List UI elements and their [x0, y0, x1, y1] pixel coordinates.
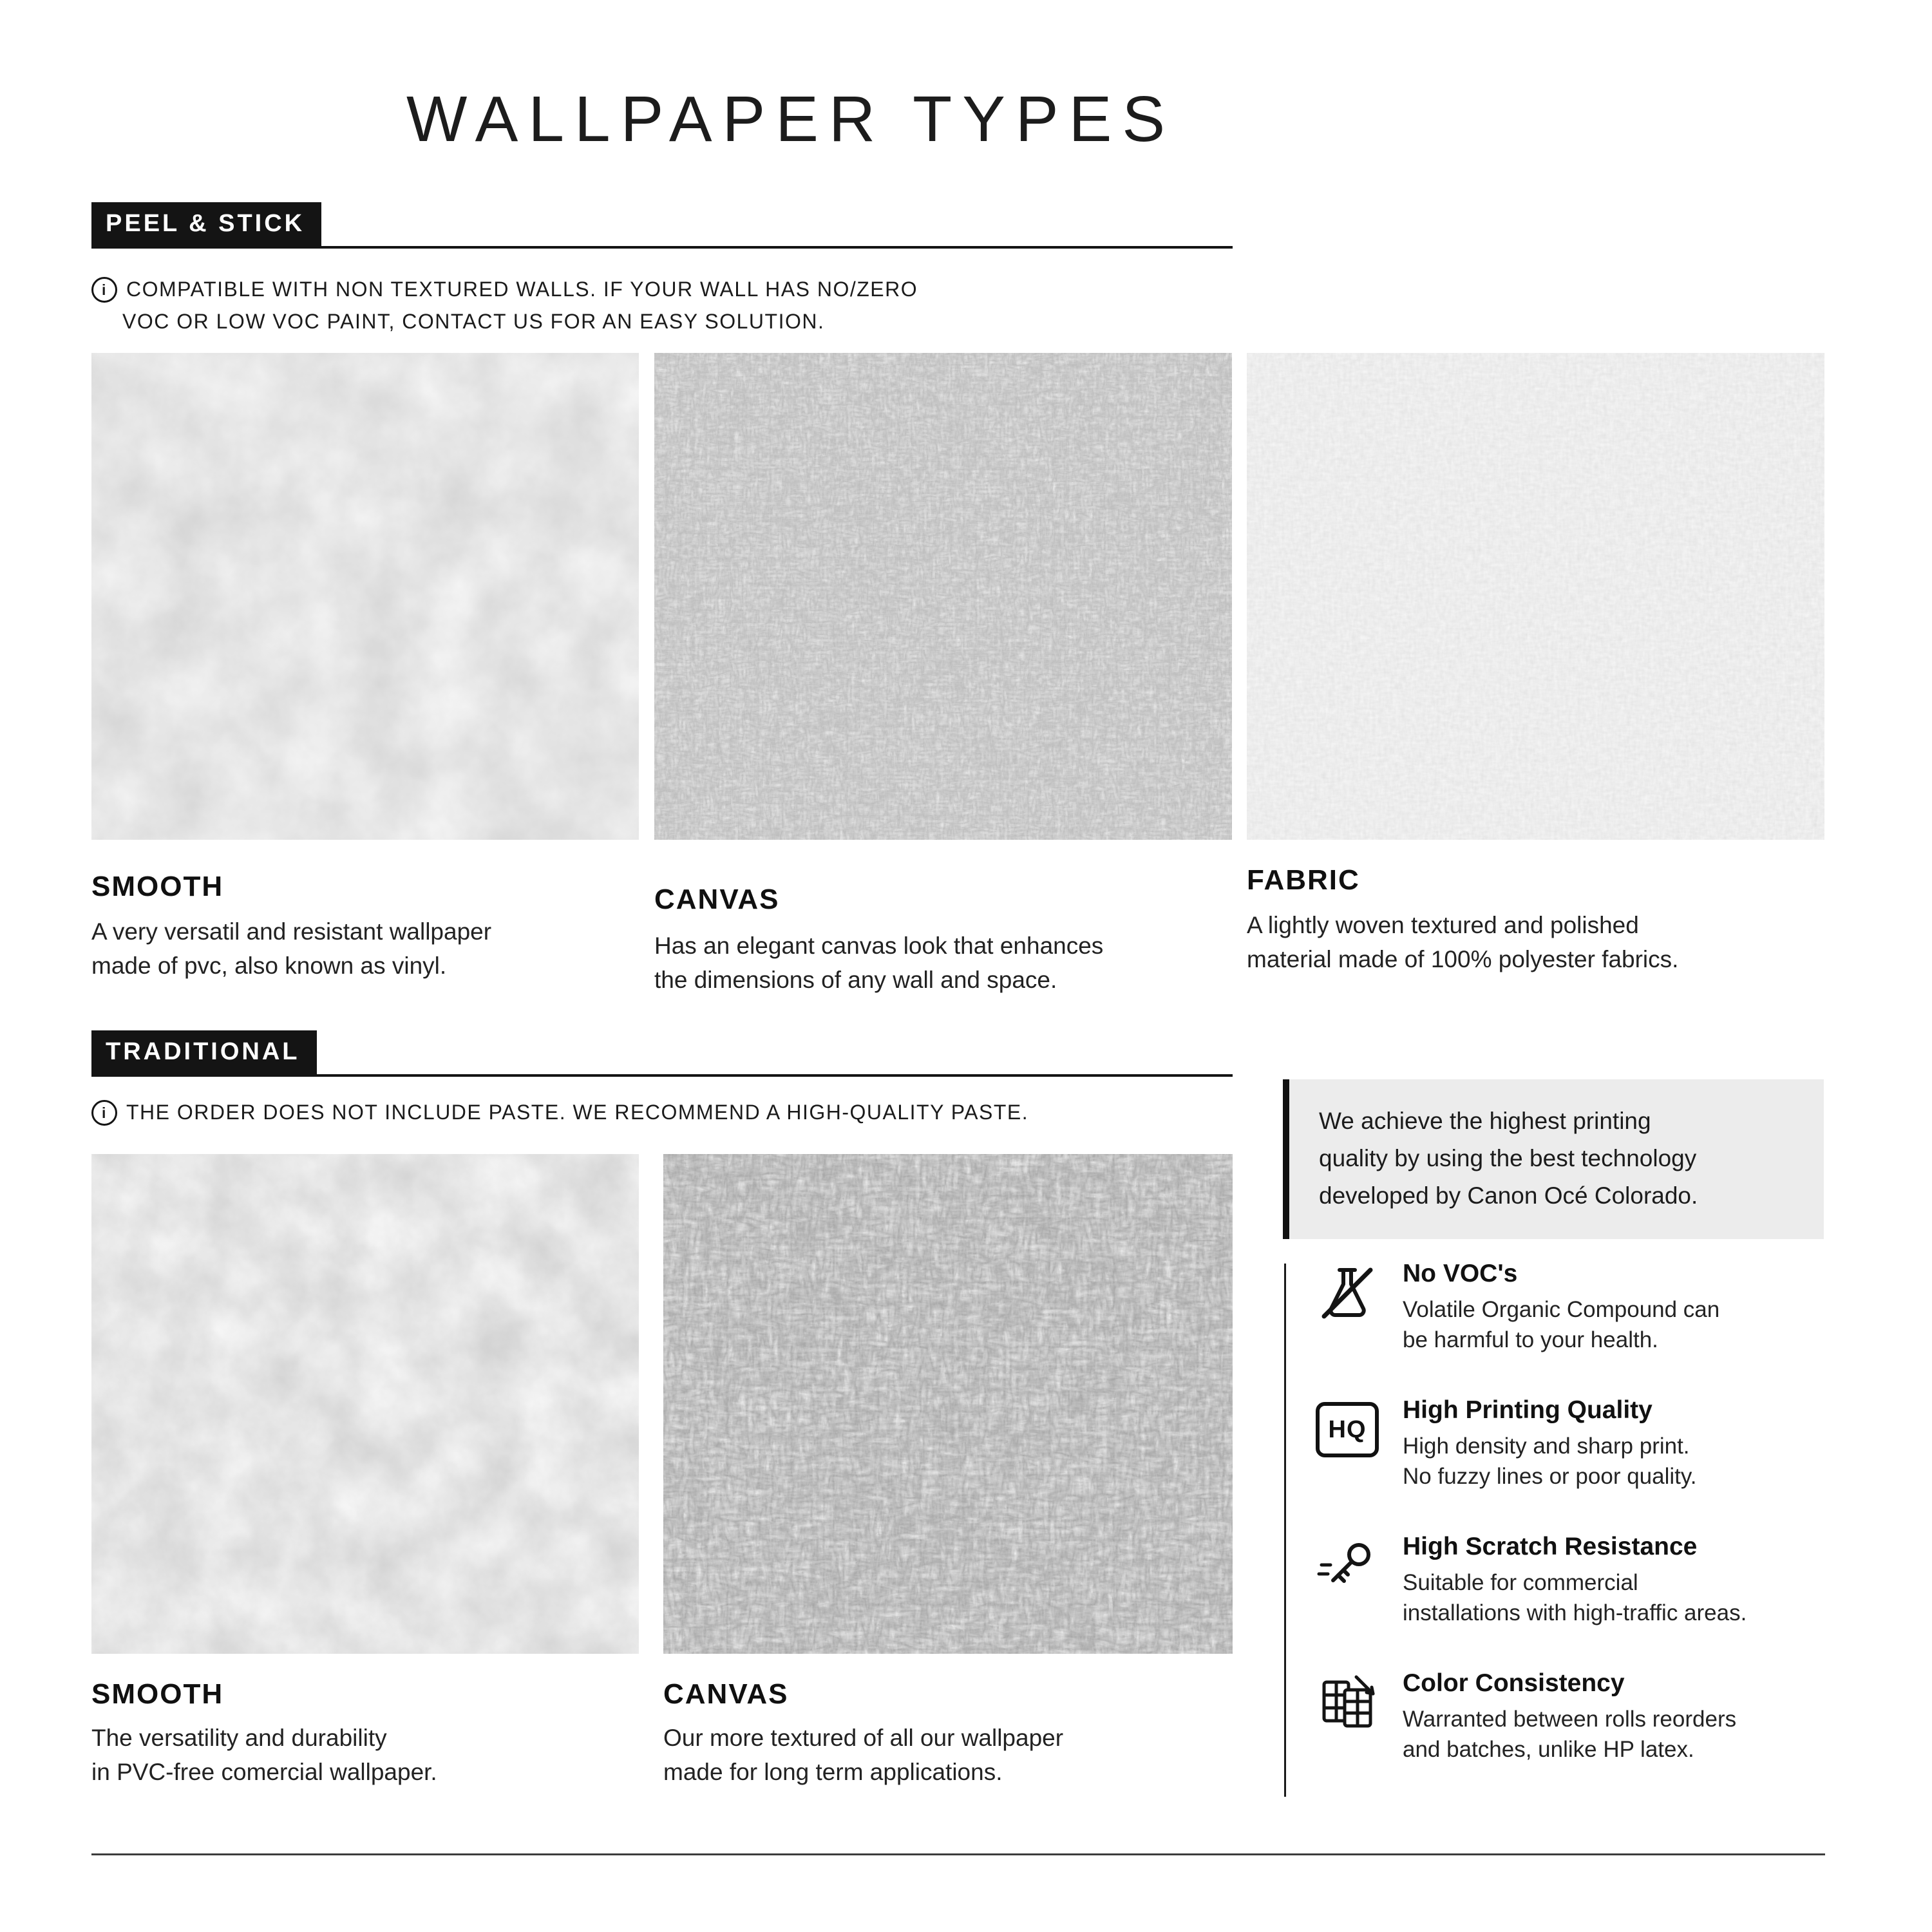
feature-desc-line: be harmful to your health. [1403, 1327, 1658, 1352]
callout-line: quality by using the best technology [1319, 1145, 1697, 1171]
printing-quality-callout [1283, 1079, 1824, 1239]
info-icon: i [91, 277, 117, 303]
hq-icon [1315, 1397, 1379, 1462]
traditional-smooth-description [91, 1721, 437, 1789]
note-line-text: THE ORDER DOES NOT INCLUDE PASTE. WE RECOMMEND A HIGH-QUALITY PASTE. [126, 1101, 1029, 1124]
peel-fabric-description [1247, 908, 1678, 976]
traditional-canvas-texture-image [663, 1154, 1233, 1654]
feature-title: High Printing Quality [1403, 1396, 1653, 1424]
key-icon [1315, 1534, 1379, 1598]
feature-title: Color Consistency [1403, 1669, 1625, 1697]
section-header-traditional [91, 1033, 1233, 1077]
description-line: Has an elegant canvas look that enhances [654, 933, 1104, 959]
info-icon: i [91, 1100, 117, 1126]
note-line-text: VOC OR LOW VOC PAINT, CONTACT US FOR AN EASY SOLUTION. [122, 310, 825, 333]
peel-canvas-description [654, 929, 1103, 997]
traditional-canvas-description [663, 1721, 1063, 1789]
no-voc-icon [1315, 1261, 1379, 1325]
fabric-texture-graphic [1247, 353, 1824, 840]
peel-smooth-description [91, 914, 491, 983]
peel-canvas-texture-image [654, 353, 1232, 840]
description-line: A lightly woven textured and polished [1247, 912, 1639, 938]
smooth-texture-graphic [91, 1154, 639, 1654]
peel-fabric-texture-image [1247, 353, 1824, 840]
callout-line: developed by Canon Océ Colorado. [1319, 1182, 1698, 1209]
feature-title: No VOC's [1403, 1260, 1518, 1287]
section-label-peel-stick: PEEL & STICK [91, 202, 321, 246]
smooth-texture-graphic [91, 353, 639, 840]
traditional-note [91, 1096, 1028, 1128]
feature-desc-line: Volatile Organic Compound can [1403, 1297, 1720, 1322]
features-divider-line [1284, 1264, 1286, 1797]
peel-stick-note [91, 273, 918, 337]
description-line: A very versatil and resistant wallpaper [91, 918, 492, 945]
description-line: made of pvc, also known as vinyl. [91, 952, 447, 979]
traditional-canvas-title: CANVAS [663, 1678, 789, 1710]
peel-smooth-title: SMOOTH [91, 871, 224, 902]
description-line: made for long term applications. [663, 1759, 1003, 1785]
feature-no-voc [1315, 1260, 1837, 1355]
description-line: material made of 100% polyester fabrics. [1247, 946, 1679, 972]
peel-smooth-texture-image [91, 353, 639, 840]
peel-fabric-title: FABRIC [1247, 864, 1360, 896]
feature-title: High Scratch Resistance [1403, 1533, 1698, 1560]
section-label-traditional: TRADITIONAL [91, 1030, 317, 1074]
feature-desc-line: and batches, unlike HP latex. [1403, 1737, 1694, 1762]
feature-high-scratch-resistance [1315, 1533, 1837, 1628]
canvas-texture-graphic [663, 1154, 1233, 1654]
page-title: WALLPAPER TYPES [406, 83, 1176, 155]
hq-icon-label: HQ [1316, 1402, 1379, 1457]
description-line: Our more textured of all our wallpaper [663, 1725, 1064, 1751]
canvas-texture-graphic [654, 353, 1232, 840]
traditional-smooth-title: SMOOTH [91, 1678, 224, 1710]
section-header-peel-stick [91, 205, 1233, 249]
description-line: the dimensions of any wall and space. [654, 967, 1057, 993]
note-line-text: COMPATIBLE WITH NON TEXTURED WALLS. IF YOUR WALL HAS NO/ZERO [126, 278, 918, 301]
traditional-smooth-texture-image [91, 1154, 639, 1654]
peel-canvas-title: CANVAS [654, 884, 780, 915]
feature-desc-line: High density and sharp print. [1403, 1434, 1690, 1459]
feature-desc-line: installations with high-traffic areas. [1403, 1600, 1747, 1625]
feature-high-printing-quality [1315, 1396, 1837, 1492]
color-swatches-icon [1315, 1671, 1379, 1735]
feature-desc-line: Suitable for commercial [1403, 1570, 1638, 1595]
description-line: The versatility and durability [91, 1725, 387, 1751]
description-line: in PVC-free comercial wallpaper. [91, 1759, 437, 1785]
feature-desc-line: No fuzzy lines or poor quality. [1403, 1464, 1697, 1489]
feature-color-consistency [1315, 1669, 1837, 1765]
feature-desc-line: Warranted between rolls reorders [1403, 1707, 1737, 1732]
bottom-divider-line [91, 1853, 1825, 1855]
callout-line: We achieve the highest printing [1319, 1108, 1651, 1134]
